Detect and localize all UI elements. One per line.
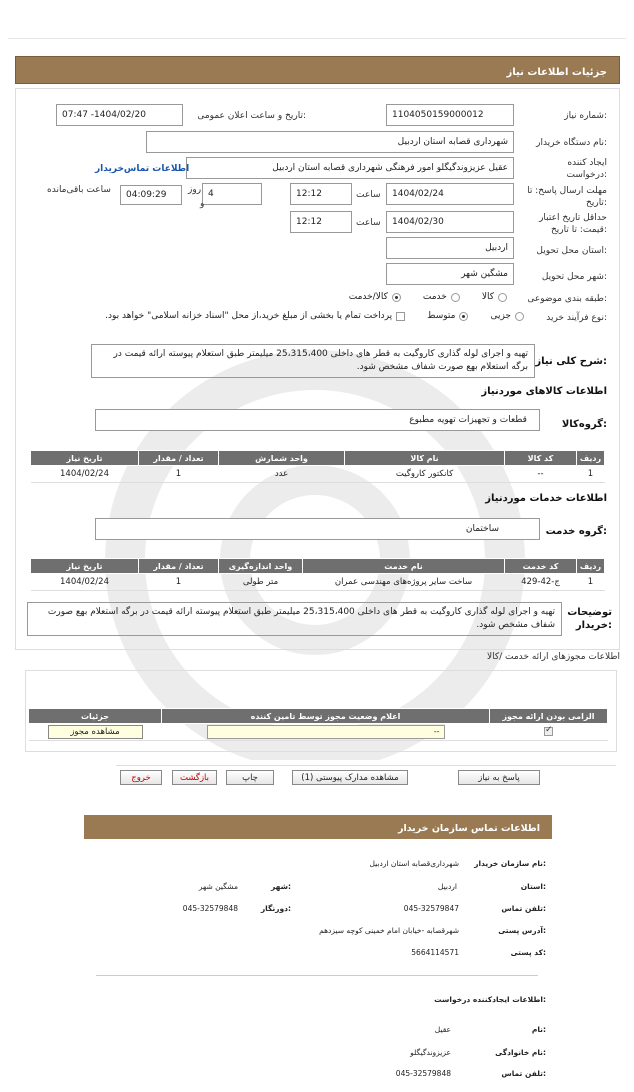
checkbox-checked-icon: ✓	[545, 725, 553, 735]
permit-status-cell	[162, 724, 490, 741]
days-field: 4	[202, 183, 262, 205]
service-group-label: گروه خدمت:	[545, 526, 607, 537]
buyer-contact-link[interactable]: اطلاعات تماس‌خریدار	[95, 164, 190, 174]
phone-label: تلفن تماس:	[501, 904, 546, 913]
col-header: نام کالا	[345, 451, 505, 466]
table-row	[31, 574, 605, 591]
table-cell: کانکتور کاروگیت	[345, 466, 505, 483]
table-cell: 1404/02/24	[31, 466, 139, 483]
table-cell: 1404/02/24	[31, 574, 139, 591]
province-contact-label: استان:	[520, 882, 546, 891]
table-row	[31, 466, 605, 483]
permit-details-cell	[29, 724, 162, 741]
creator-name-label: نام:	[531, 1025, 546, 1034]
page-header: جزئیات اطلاعات نیاز	[15, 56, 620, 84]
postal-label: کد پستی:	[510, 948, 546, 957]
announce-label: تاریخ و ساعت اعلان عمومی:	[197, 111, 306, 121]
category-radio-group	[349, 292, 507, 302]
creator-info-title: اطلاعات ایجادکننده درخواست:	[434, 995, 546, 1004]
col-header: اعلام وضعیت مجوز توسط تامین کننده	[162, 709, 490, 724]
remaining-time-field: 04:09:29	[120, 185, 182, 205]
col-header: الزامی بودن ارائه مجوز	[490, 709, 608, 724]
creator-name-value: عقیل	[434, 1025, 451, 1034]
radio-icon	[451, 293, 460, 302]
col-header: تعداد / مقدار	[139, 451, 219, 466]
services-table	[30, 558, 605, 591]
validity-label: حداقل تاریخ اعتبار قیمت: تا تاریخ:	[539, 213, 607, 235]
city-label: شهر محل تحویل:	[541, 272, 607, 282]
radio-selected-icon	[459, 312, 468, 321]
col-header: تاریخ نیاز	[31, 451, 139, 466]
goods-section-title: اطلاعات کالاهای موردنیاز	[481, 386, 607, 397]
org-value: شهرداری‌قصابه استان اردبیل	[369, 859, 459, 868]
deadline-time-label: ساعت	[356, 190, 381, 200]
process-radio-group	[105, 311, 524, 321]
contact-divider	[96, 975, 538, 976]
city-field: مشگین شهر	[386, 263, 514, 285]
deadline-label: مهلت ارسال پاسخ: تا تاریخ:	[527, 186, 607, 208]
checkbox-icon	[396, 312, 405, 321]
table-cell: متر طولی	[219, 574, 303, 591]
col-header: ردیف	[577, 559, 605, 574]
summary-box: تهیه و اجرای لوله گذاری کاروگیت به قطر های داخلی 25،315،400 میلیمتر طبق استعلام پیوسته ارائه قیمت در برگه استعلام بهع صورت شفاف مشخص شود.	[91, 344, 535, 378]
back-button[interactable]: بازگشت	[172, 770, 217, 785]
buyer-org-field: شهرداری قصابه استان اردبیل	[146, 131, 514, 153]
col-header: تاریخ نیاز	[31, 559, 139, 574]
goods-group-field: قطعات و تجهیزات تهویه مطبوع	[95, 409, 540, 431]
attachments-button[interactable]: مشاهده مدارک پیوستی (1)	[292, 770, 408, 785]
summary-label: شرح کلی نیاز:	[535, 356, 607, 367]
goods-group-label: گروه‌کالا:	[561, 419, 607, 430]
creator-field: عقیل عزیزوندگیگلو امور فرهنگی شهرداری قصابه استان اردبیل	[186, 157, 514, 179]
buyer-notes-label: توضیحات خریدار:	[567, 607, 612, 631]
col-header: کد خدمت	[505, 559, 577, 574]
creator-label: ایجاد کننده درخواست:	[566, 158, 607, 180]
validity-time-label: ساعت	[356, 218, 381, 228]
contact-header: اطلاعات تماس سازمان خریدار	[84, 815, 552, 839]
col-header: کد کالا	[505, 451, 577, 466]
days-label: روز	[188, 185, 202, 195]
org-label: نام سازمان خریدار:	[474, 859, 546, 868]
creator-phone-value: 045-32579848	[395, 1069, 451, 1078]
deadline-time-field: 12:12	[290, 183, 352, 205]
province-field: اردبیل	[386, 237, 514, 259]
city-contact-label: شهر:	[271, 882, 291, 891]
category-option-goods[interactable]: کالا	[482, 292, 507, 302]
deadline-date-field: 1404/02/24	[386, 183, 514, 205]
need-number-field: 1104050159000012	[386, 104, 514, 126]
permits-title: اطلاعات مجوزهای ارائه خدمت /کالا	[486, 652, 620, 662]
reply-button[interactable]: پاسخ به نیاز	[458, 770, 540, 785]
table-row	[29, 724, 608, 741]
creator-family-value: عزیزوندگیگلو	[410, 1048, 451, 1057]
process-label: نوع فرآیند خرید:	[546, 313, 607, 323]
table-cell: ج-42-429	[505, 574, 577, 591]
fax-value: 045-32579848	[182, 904, 238, 913]
category-option-goods-service[interactable]: کالا/خدمت	[349, 292, 401, 302]
col-header: نام خدمت	[303, 559, 505, 574]
table-cell: 1	[139, 466, 219, 483]
buyer-notes-box: تهیه و اجرای لوله گذاری کاروگیت به قطر های داخلی 25،315،400 میلیمتر طبق استعلام پیوسته ارائه قیمت در برگه استعلام بهع صورت شفاف مشخص شود.	[27, 602, 562, 636]
radio-icon	[515, 312, 524, 321]
buyer-org-label: نام دستگاه خریدار:	[536, 138, 607, 148]
col-header: واحد اندازه‌گیری	[219, 559, 303, 574]
category-label: طبقه بندی موضوعی:	[527, 294, 607, 304]
radio-icon	[498, 293, 507, 302]
province-label: استان محل تحویل:	[536, 246, 607, 256]
table-cell: ساخت سایر پروژه‌های مهندسی عمران	[303, 574, 505, 591]
city-contact-value: مشگین شهر	[198, 882, 238, 891]
col-header: واحد شمارش	[219, 451, 345, 466]
permits-table	[28, 708, 608, 741]
province-contact-value: اردبیل	[437, 882, 457, 891]
validity-date-field: 1404/02/30	[386, 211, 514, 233]
postal-value: 5664114571	[411, 948, 459, 957]
col-header: تعداد / مقدار	[139, 559, 219, 574]
table-cell: --	[505, 466, 577, 483]
radio-selected-icon	[392, 293, 401, 302]
permit-required-cell	[490, 724, 608, 741]
creator-phone-label: تلفن تماس:	[501, 1069, 546, 1078]
exit-button[interactable]: خروج	[120, 770, 162, 785]
permit-status-field[interactable]: --	[207, 725, 445, 739]
payment-option[interactable]: پرداخت تمام یا بخشی از مبلغ خرید،از محل "اسناد خزانه اسلامی" خواهد بود.	[105, 311, 405, 321]
validity-time-field: 12:12	[290, 211, 352, 233]
process-option-minor[interactable]: جزیی	[490, 311, 524, 321]
table-cell: 1	[577, 574, 605, 591]
view-permit-button[interactable]: مشاهده مجوز	[48, 725, 143, 739]
table-cell: عدد	[219, 466, 345, 483]
col-header: جزئیات	[29, 709, 162, 724]
creator-family-label: نام خانوادگی:	[495, 1048, 546, 1057]
service-group-field: ساختمان	[95, 518, 540, 540]
table-cell: 1	[577, 466, 605, 483]
announce-field: 1404/02/20- 07:47	[56, 104, 183, 126]
process-option-medium[interactable]: متوسط	[427, 311, 468, 321]
print-button[interactable]: چاپ	[226, 770, 274, 785]
and-label: و	[200, 199, 205, 209]
top-divider	[8, 38, 626, 39]
need-number-label: شماره نیاز:	[564, 111, 607, 121]
col-header: ردیف	[577, 451, 605, 466]
remaining-label: ساعت باقی‌مانده	[47, 185, 111, 195]
phone-value: 045-32579847	[403, 904, 459, 913]
address-label: آدرس پستی:	[498, 926, 546, 935]
fax-label: دورنگار:	[260, 904, 291, 913]
table-cell: 1	[139, 574, 219, 591]
goods-table	[30, 450, 605, 483]
address-value: شهرقصابه -خیابان امام خمینی کوچه سیزدهم	[319, 926, 459, 935]
services-section-title: اطلاعات خدمات موردنیاز	[485, 493, 607, 504]
category-option-service[interactable]: خدمت	[423, 292, 460, 302]
